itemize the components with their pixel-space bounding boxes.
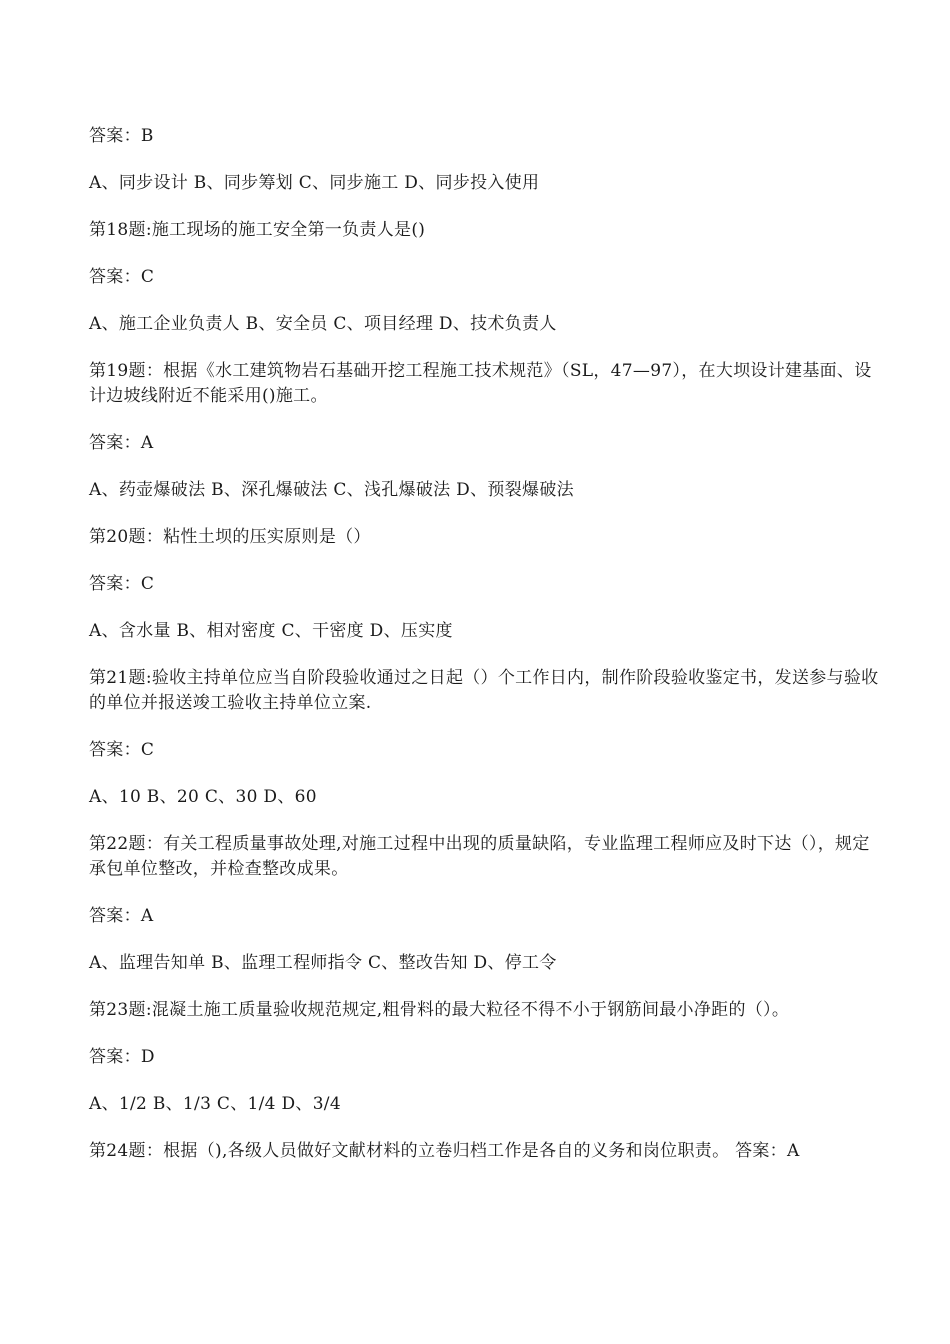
options-line: A、监理告知单 B、监理工程师指令 C、整改告知 D、停工令 xyxy=(89,953,557,973)
options-line: A、施工企业负责人 B、安全员 C、项目经理 D、技术负责人 xyxy=(89,314,557,334)
answer-line: 答案：C xyxy=(89,574,155,594)
question-22: 第22题：有关工程质量事故处理,对施工过程中出现的质量缺陷，专业监理工程师应及时下达（），规定承包单位整改，并检查整改成果。 xyxy=(89,834,870,879)
options-line: A、1/2 B、1/3 C、1/4 D、3/4 xyxy=(89,1094,341,1114)
question-21: 第21题:验收主持单位应当自阶段验收通过之日起（）个工作日内，制作阶段验收鉴定书，发送参与验收的单位并报送竣工验收主持单位立案. xyxy=(89,668,879,713)
question-18: 第18题:施工现场的施工安全第一负责人是() xyxy=(89,220,426,240)
question-23: 第23题:混凝土施工质量验收规范规定,粗骨料的最大粒径不得不小于钢筋间最小净距的（）。 xyxy=(89,1000,790,1020)
options-line: A、同步设计 B、同步筹划 C、同步施工 D、同步投入使用 xyxy=(89,173,540,193)
question-24: 第24题：根据（),各级人员做好文献材料的立卷归档工作是各自的义务和岗位职责。 答案：A xyxy=(89,1141,800,1161)
answer-line: 答案：C xyxy=(89,267,155,287)
question-20: 第20题：粘性土坝的压实原则是（） xyxy=(89,527,371,547)
document-body xyxy=(89,124,879,1186)
answer-line: 答案：D xyxy=(89,1047,155,1067)
answer-line: 答案：A xyxy=(89,433,154,453)
answer-line: 答案：C xyxy=(89,740,155,760)
question-19: 第19题：根据《水工建筑物岩石基础开挖工程施工技术规范》（SL，47—97），在大坝设计建基面、设计边坡线附近不能采用()施工。 xyxy=(89,361,872,406)
options-line: A、10 B、20 C、30 D、60 xyxy=(89,787,317,807)
options-line: A、含水量 B、相对密度 C、干密度 D、压实度 xyxy=(89,621,453,641)
answer-line: 答案：B xyxy=(89,126,154,146)
options-line: A、药壶爆破法 B、深孔爆破法 C、浅孔爆破法 D、预裂爆破法 xyxy=(89,480,574,500)
answer-line: 答案：A xyxy=(89,906,154,926)
